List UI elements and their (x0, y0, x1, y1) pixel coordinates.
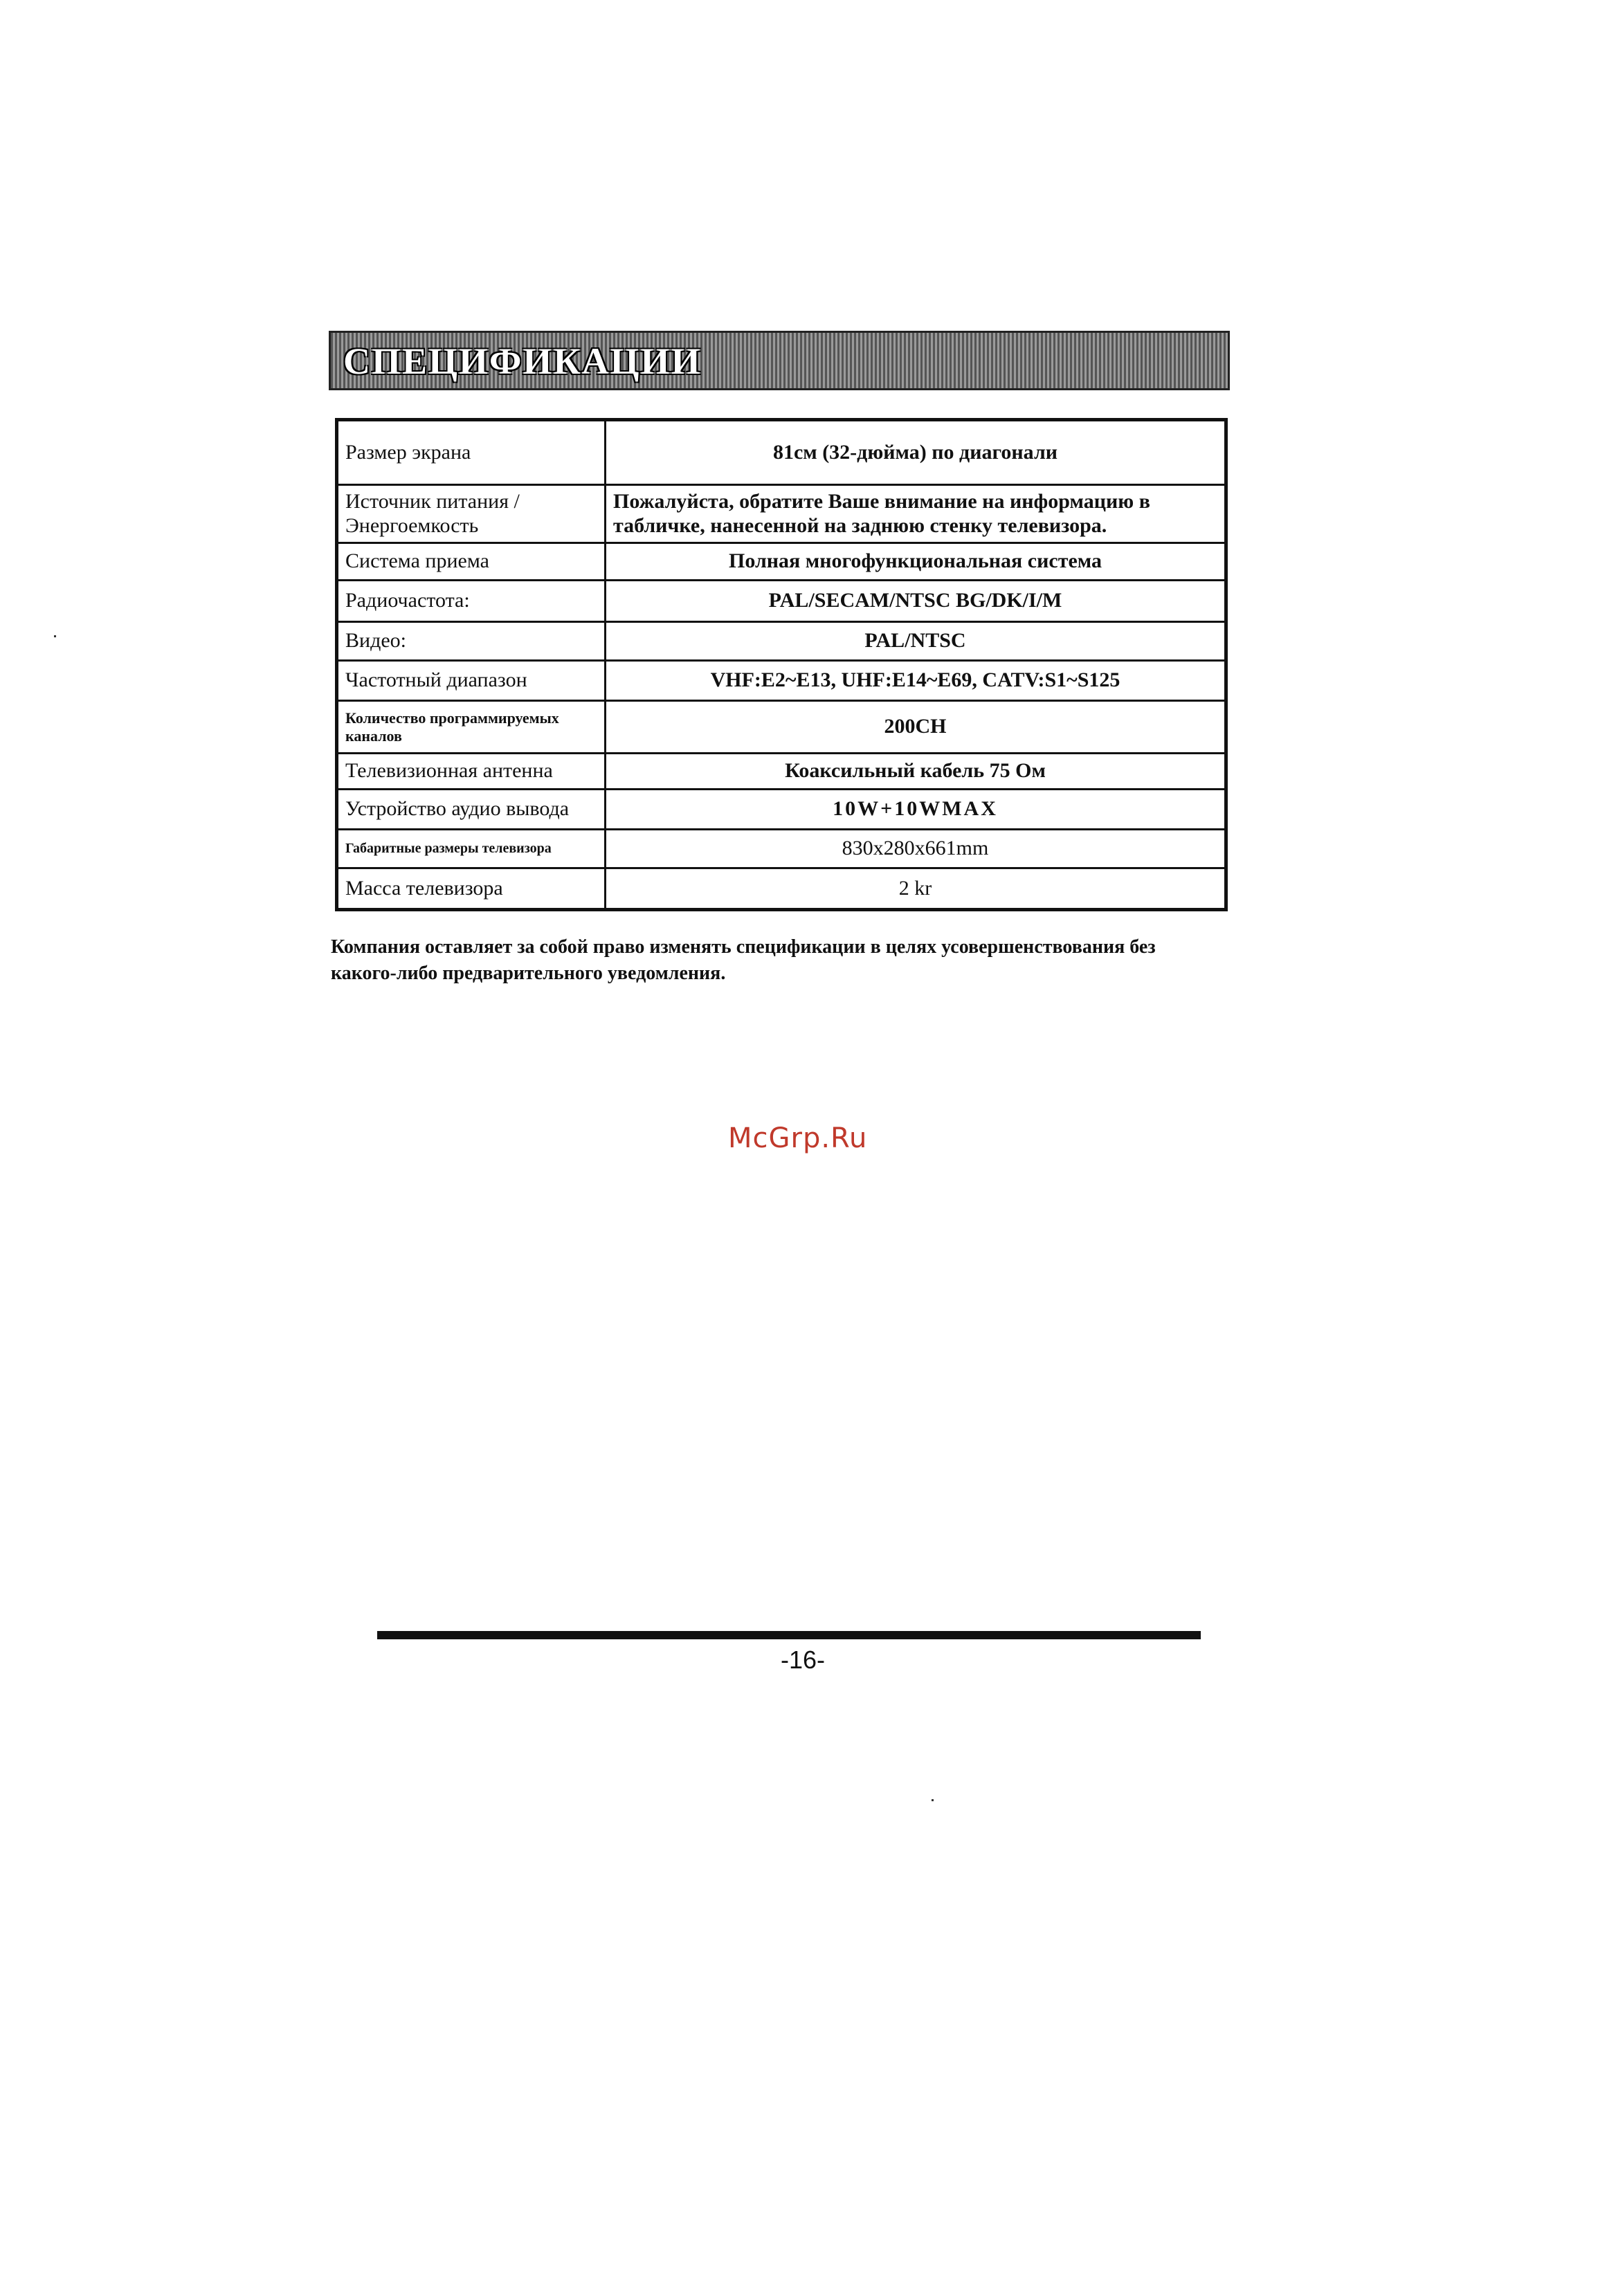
table-row (337, 754, 1226, 790)
table-row (337, 661, 1226, 701)
spec-label: Частотный диапазон (337, 661, 606, 701)
spec-value: VHF:E2~E13, UHF:E14~E69, CATV:S1~S125 (606, 661, 1226, 701)
spec-value: 10W+10WMAX (606, 790, 1226, 830)
spec-label: Габаритные размеры телевизора (337, 830, 606, 868)
table-row (337, 868, 1226, 910)
spec-value: Полная многофункциональная система (606, 543, 1226, 581)
spec-label: Количество программируемых каналов (337, 701, 606, 754)
spec-label: Масса телевизора (337, 868, 606, 910)
spec-label: Устройство аудио вывода (337, 790, 606, 830)
table-row (337, 485, 1226, 543)
table-row (337, 622, 1226, 661)
table-row (337, 543, 1226, 581)
page-number: -16- (780, 1646, 826, 1674)
table-row (337, 790, 1226, 830)
scan-speck (932, 1799, 934, 1801)
disclaimer-note: Компания оставляет за собой право изменять спецификации в целях усовершенствования без какого-либо предварительного уведомления. (331, 936, 1156, 984)
spec-value: Коаксильный кабель 75 Ом (606, 754, 1226, 790)
spec-value: Пожалуйста, обратите Ваше внимание на информацию в табличке, нанесенной на заднюю стенку телевизора. (606, 485, 1226, 543)
spec-label: Система приема (337, 543, 606, 581)
specifications-table (335, 418, 1228, 911)
spec-value: 830x280x661mm (606, 830, 1226, 868)
table-row (337, 420, 1226, 485)
spec-label: Телевизионная антенна (337, 754, 606, 790)
spec-label: Размер экрана (337, 420, 606, 485)
footer-rule (377, 1631, 1201, 1639)
table-row (337, 830, 1226, 868)
watermark-text: McGrp.Ru (728, 1122, 868, 1154)
spec-label: Видео: (337, 622, 606, 661)
spec-value: PAL/NTSC (606, 622, 1226, 661)
section-header-band (329, 331, 1230, 390)
table-row (337, 581, 1226, 622)
spec-value: 81см (32-дюйма) по диагонали (606, 420, 1226, 485)
spec-label: Радиочастота: (337, 581, 606, 622)
table-row (337, 701, 1226, 754)
spec-label: Источник питания / Энергоемкость (337, 485, 606, 543)
spec-value: 200CH (606, 701, 1226, 754)
section-title: СПЕЦИФИКАЦИИ (343, 340, 702, 382)
spec-value: PAL/SECAM/NTSC BG/DK/I/M (606, 581, 1226, 622)
spec-value: 2 kr (606, 868, 1226, 910)
scan-speck (54, 635, 56, 637)
